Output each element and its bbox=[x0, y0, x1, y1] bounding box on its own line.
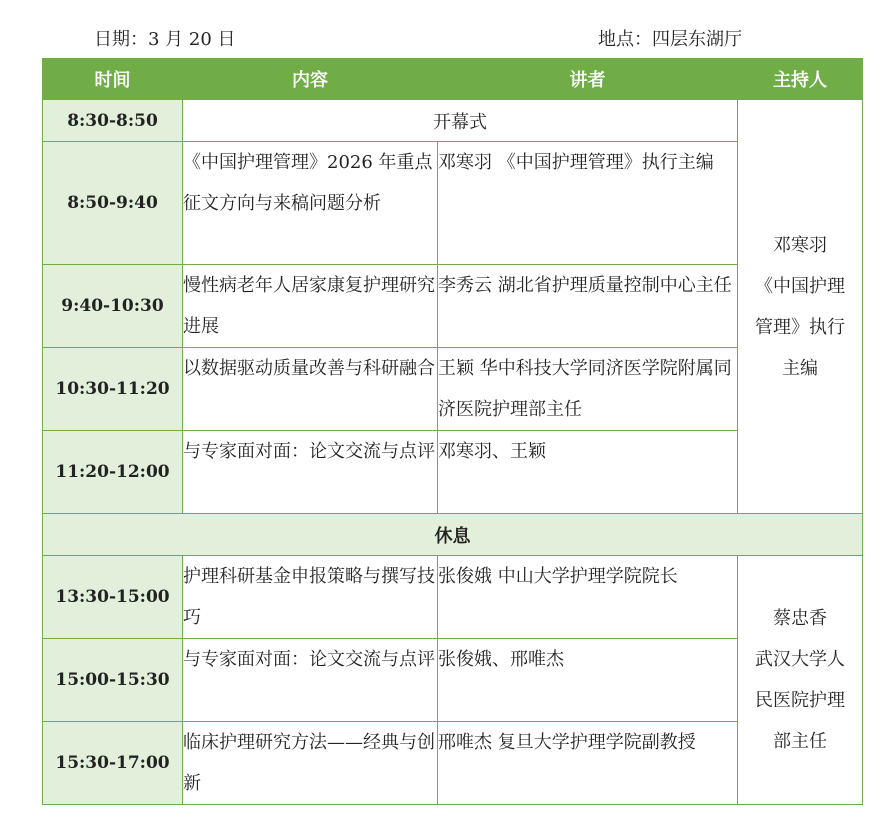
time-cell: 11:20-12:00 bbox=[43, 431, 183, 514]
host-line: 蔡忠香 bbox=[773, 608, 827, 629]
speaker-cell: 邢唯杰 复旦大学护理学院副教授 bbox=[438, 722, 738, 805]
break-row bbox=[43, 514, 863, 556]
time-cell: 10:30-11:20 bbox=[43, 348, 183, 431]
time-cell: 8:50-9:40 bbox=[43, 142, 183, 265]
content-cell: 《中国护理管理》2026 年重点征文方向与来稿问题分析 bbox=[183, 142, 438, 265]
column-header-speaker: 讲者 bbox=[438, 59, 738, 100]
morning-host-cell bbox=[738, 100, 863, 514]
content-cell: 临床护理研究方法——经典与创新 bbox=[183, 722, 438, 805]
speaker-cell: 张俊娥、邢唯杰 bbox=[438, 639, 738, 722]
time-cell: 13:30-15:00 bbox=[43, 556, 183, 639]
speaker-cell: 王颖 华中科技大学同济医学院附属同济医院护理部主任 bbox=[438, 348, 738, 431]
afternoon-host-cell bbox=[738, 556, 863, 805]
column-header-content: 内容 bbox=[183, 59, 438, 100]
date-label: 日期：3 月 20 日 bbox=[94, 29, 236, 50]
venue-label: 地点：四层东湖厅 bbox=[598, 29, 742, 50]
schedule-table bbox=[42, 58, 863, 805]
time-cell: 15:00-15:30 bbox=[43, 639, 183, 722]
host-line: 部主任 bbox=[773, 731, 827, 752]
time-cell: 8:30-8:50 bbox=[43, 100, 183, 142]
column-header-host: 主持人 bbox=[738, 59, 863, 100]
speaker-cell: 张俊娥 中山大学护理学院院长 bbox=[438, 556, 738, 639]
host-line: 邓寒羽 bbox=[773, 234, 827, 256]
content-cell: 与专家面对面：论文交流与点评 bbox=[183, 431, 438, 514]
host-line: 《中国护理 bbox=[755, 275, 845, 297]
speaker-cell: 邓寒羽、王颖 bbox=[438, 431, 738, 514]
content-cell: 护理科研基金申报策略与撰写技巧 bbox=[183, 556, 438, 639]
time-cell: 9:40-10:30 bbox=[43, 265, 183, 348]
header-row bbox=[43, 59, 863, 100]
speaker-cell: 邓寒羽 《中国护理管理》执行主编 bbox=[438, 142, 738, 265]
break-cell: 休息 bbox=[43, 514, 863, 556]
opening-ceremony-cell: 开幕式 bbox=[183, 100, 738, 142]
table-row bbox=[43, 100, 863, 142]
column-header-time: 时间 bbox=[43, 59, 183, 100]
host-line: 民医院护理 bbox=[755, 690, 845, 711]
speaker-cell: 李秀云 湖北省护理质量控制中心主任 bbox=[438, 265, 738, 348]
host-line: 武汉大学人 bbox=[755, 649, 845, 670]
table-row bbox=[43, 556, 863, 639]
host-line: 主编 bbox=[782, 357, 818, 379]
time-cell: 15:30-17:00 bbox=[43, 722, 183, 805]
content-cell: 与专家面对面：论文交流与点评 bbox=[183, 639, 438, 722]
content-cell: 慢性病老年人居家康复护理研究进展 bbox=[183, 265, 438, 348]
content-cell: 以数据驱动质量改善与科研融合 bbox=[183, 348, 438, 431]
host-line: 管理》执行 bbox=[755, 316, 845, 338]
